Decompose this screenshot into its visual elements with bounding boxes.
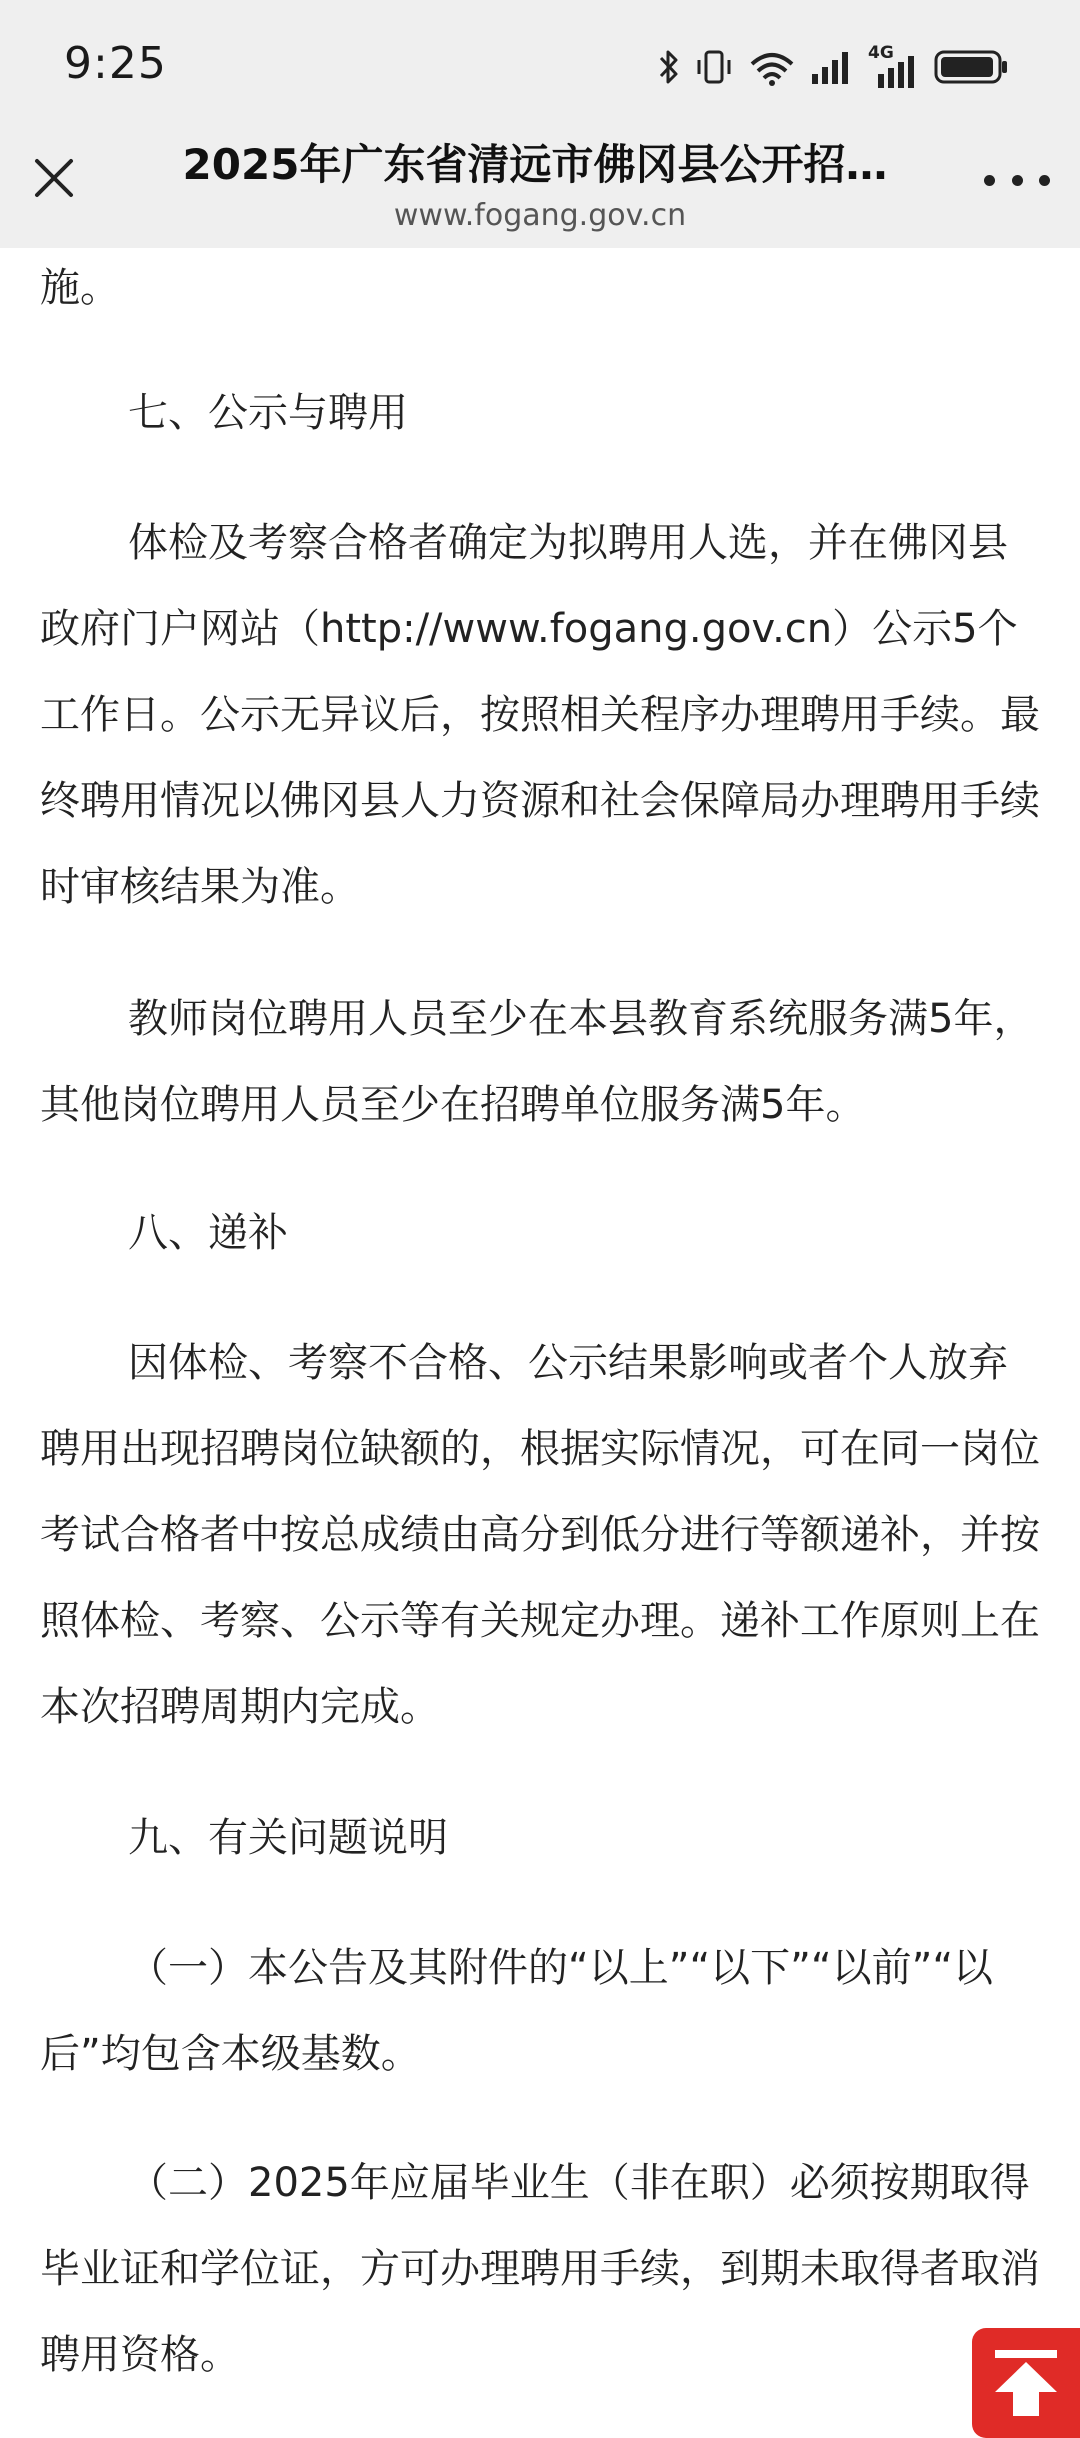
battery-icon — [934, 48, 1010, 86]
close-icon — [32, 156, 76, 200]
status-icons — [658, 44, 1010, 90]
top-bar — [0, 0, 1080, 248]
article-paragraph: 施。 — [40, 265, 120, 311]
wifi-icon — [748, 48, 796, 86]
more-icon-dot — [1012, 175, 1023, 186]
signal-bars-icon — [876, 52, 920, 90]
section-heading: 九、有关问题说明 — [128, 1815, 448, 1861]
back-to-top-button[interactable] — [972, 2328, 1080, 2438]
close-button[interactable] — [26, 150, 82, 206]
bluetooth-icon — [658, 48, 680, 86]
signal-icon — [810, 48, 854, 86]
vibrate-icon — [694, 48, 734, 86]
more-icon — [984, 175, 995, 186]
page-title: 2025年广东省清远市佛冈县公开招… — [182, 140, 888, 189]
status-time: 9:25 — [64, 38, 167, 89]
page-domain: www.fogang.gov.cn — [393, 198, 687, 233]
more-icon-dot — [1039, 175, 1050, 186]
signal-4g-icon — [868, 44, 920, 90]
article-paragraph: 教师岗位聘用人员至少在本县教育系统服务满5年，其他岗位聘用人员至少在招聘单位服务满5年。 — [40, 996, 1034, 1128]
section-heading: 八、递补 — [128, 1210, 288, 1256]
article-paragraph: 体检及考察合格者确定为拟聘用人选，并在佛冈县政府门户网站（http://www.fogang.gov.cn）公示5个工作日。公示无异议后，按照相关程序办理聘用手续。最终聘用情况以佛冈县人力资源和社会保障局办理聘用手续时审核结果为准。 — [40, 520, 1040, 910]
more-button[interactable] — [984, 160, 1050, 200]
network-type-label: 4G — [868, 43, 894, 63]
article-paragraph: 因体检、考察不合格、公示结果影响或者个人放弃聘用出现招聘岗位缺额的，根据实际情况，可在同一岗位考试合格者中按总成绩由高分到低分进行等额递补，并按照体检、考察、公示等有关规定办理。递补工作原则上在本次招聘周期内完成。 — [40, 1340, 1040, 1730]
arrow-up-icon — [987, 2344, 1065, 2422]
article-paragraph: （二）2025年应届毕业生（非在职）必须按期取得毕业证和学位证，方可办理聘用手续，到期未取得者取消聘用资格。 — [40, 2160, 1040, 2378]
article-paragraph: （一）本公告及其附件的“以上”“以下”“以前”“以后”均包含本级基数。 — [40, 1945, 994, 2077]
section-heading: 七、公示与聘用 — [128, 390, 408, 436]
